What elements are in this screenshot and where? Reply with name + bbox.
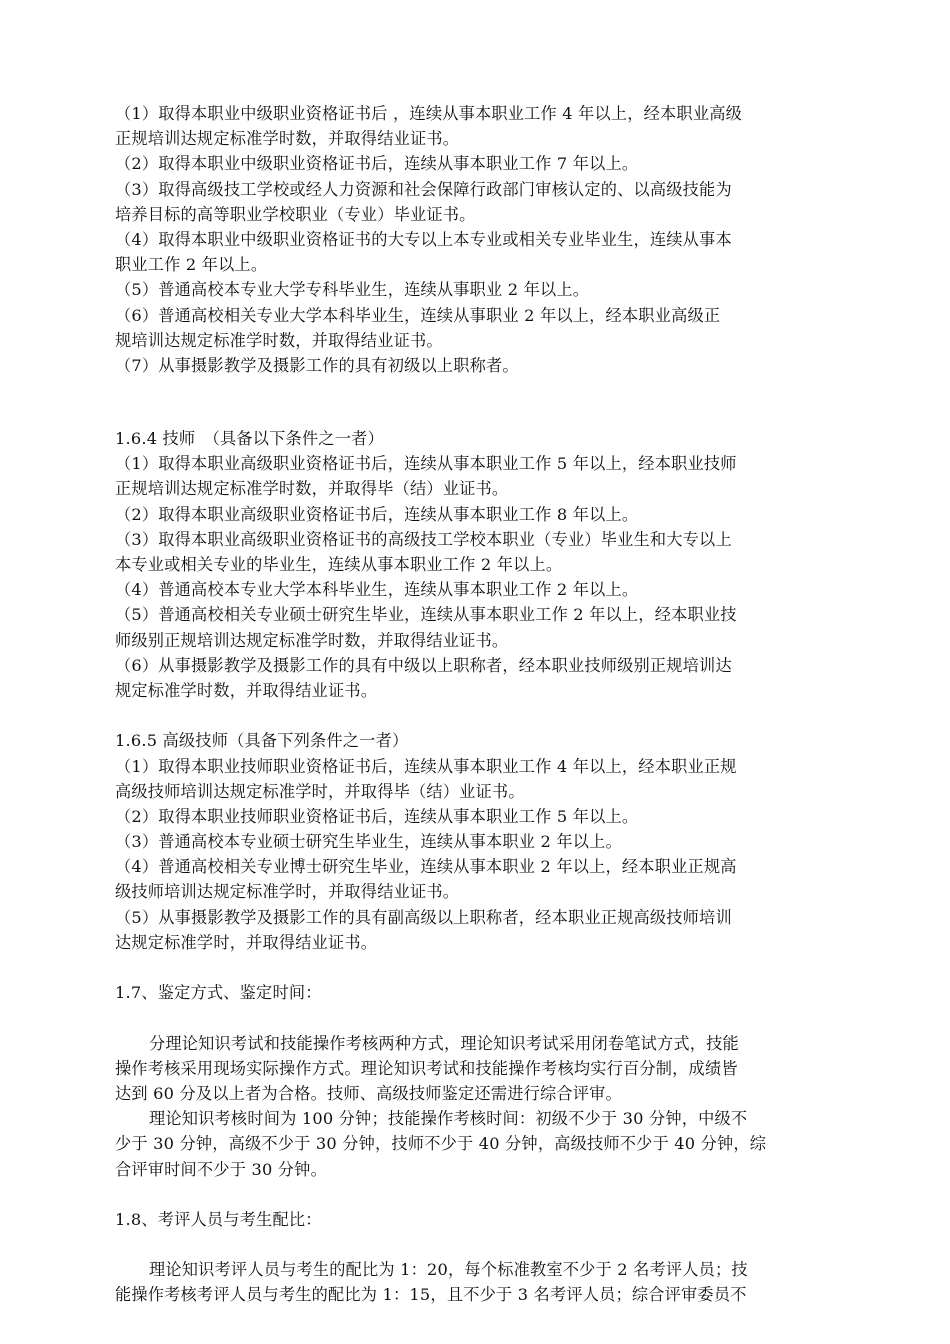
text-line: 本专业或相关专业的毕业生，连续从事本职业工作 2 年以上。 — [115, 555, 563, 574]
text-line: 高级技师培训达规定标准学时，并取得毕（结）业证书。 — [115, 781, 525, 801]
text-line: （1）取得本职业技师职业资格证书后，连续从事本职业工作 4 年以上，经本职业正规 — [115, 756, 737, 776]
intermediate-conditions-list — [115, 101, 850, 378]
text-line: （3）取得本职业高级职业资格证书的高级技工学校本职业（专业）毕业生和大专以上 — [115, 529, 732, 549]
text-line: （1）取得本职业中级职业资格证书后 ，连续从事本职业工作 4 年以上，经本职业高级 — [115, 104, 742, 123]
text-line: （4）取得本职业中级职业资格证书的大专以上本专业或相关专业毕业生，连续从事本 — [115, 229, 732, 249]
text-line: （2）取得本职业中级职业资格证书后，连续从事本职业工作 7 年以上。 — [115, 154, 639, 174]
text-line: 师级别正规培训达规定标准学时数，并取得结业证书。 — [115, 630, 509, 650]
text-line: （5）从事摄影教学及摄影工作的具有副高级以上职称者，经本职业正规高级技师培训 — [115, 907, 732, 927]
document-page — [115, 101, 850, 1308]
text-line: （5）普通高校本专业大学专科毕业生，连续从事职业 2 年以上。 — [115, 280, 590, 300]
paragraph-line: 理论知识考核时间为 100 分钟；技能操作考核时间：初级不少于 30 分钟，中级不 — [149, 1109, 748, 1129]
text-line: （7）从事摄影教学及摄影工作的具有初级以上职称者。 — [115, 355, 519, 375]
text-line: 正规培训达规定标准学时数，并取得毕（结）业证书。 — [115, 479, 509, 499]
text-line: （6）普通高校相关专业大学本科毕业生，连续从事职业 2 年以上，经本职业高级正 — [115, 305, 721, 325]
text-line: （3）取得高级技工学校或经人力资源和社会保障行政部门审核认定的、以高级技能为 — [115, 179, 732, 199]
text-line: （4）普通高校本专业大学本科毕业生，连续从事本职业工作 2 年以上。 — [115, 580, 639, 600]
text-line: 达规定标准学时，并取得结业证书。 — [115, 932, 378, 952]
text-line: 正规培训达规定标准学时数，并取得结业证书。 — [115, 129, 460, 149]
paragraph-line: 理论知识考评人员与考生的配比为 1：20，每个标准教室不少于 2 名考评人员；技 — [149, 1260, 748, 1280]
text-line: （1）取得本职业高级职业资格证书后，连续从事本职业工作 5 年以上，经本职业技师 — [115, 454, 737, 474]
paragraph-line: 分理论知识考试和技能操作考核两种方式，理论知识考试采用闭卷笔试方式，技能 — [149, 1033, 739, 1053]
appraisal-section — [115, 980, 850, 1182]
paragraph-line: 合评审时间不少于 30 分钟。 — [115, 1159, 327, 1179]
text-line: （2）取得本职业高级职业资格证书后，连续从事本职业工作 8 年以上。 — [115, 504, 639, 524]
paragraph-line: 能操作考核考评人员与考生的配比为 1：15，且不少于 3 名考评人员；综合评审委员不 — [115, 1285, 747, 1305]
section-heading: 1.6.4 技师 （具备以下条件之一者） — [115, 429, 384, 449]
text-line: （5）普通高校相关专业硕士研究生毕业，连续从事本职业工作 2 年以上，经本职业技 — [115, 605, 737, 625]
text-line: （4）普通高校相关专业博士研究生毕业，连续从事本职业 2 年以上，经本职业正规高 — [115, 857, 737, 877]
technician-section — [115, 426, 850, 703]
text-line: 规培训达规定标准学时数，并取得结业证书。 — [115, 330, 443, 350]
text-line: 培养目标的高等职业学校职业（专业）毕业证书。 — [115, 204, 476, 224]
text-line: （6）从事摄影教学及摄影工作的具有中级以上职称者，经本职业技师级别正规培训达 — [115, 655, 732, 675]
text-line: 级技师培训达规定标准学时，并取得结业证书。 — [115, 882, 460, 902]
section-heading: 1.8、考评人员与考生配比： — [115, 1209, 322, 1229]
paragraph-line: 操作考核采用现场实际操作方式。理论知识考试和技能操作考核均实行百分制，成绩皆 — [115, 1058, 738, 1078]
section-heading: 1.7、鉴定方式、鉴定时间： — [115, 983, 322, 1003]
text-line: （3）普通高校本专业硕士研究生毕业生，连续从事本职业 2 年以上。 — [115, 832, 622, 852]
text-line: （2）取得本职业技师职业资格证书后，连续从事本职业工作 5 年以上。 — [115, 806, 639, 826]
paragraph-line: 达到 60 分及以上者为合格。技师、高级技师鉴定还需进行综合评审。 — [115, 1083, 622, 1103]
section-heading: 1.6.5 高级技师（具备下列条件之一者） — [115, 731, 409, 751]
text-line: 职业工作 2 年以上。 — [115, 255, 268, 275]
ratio-section — [115, 1207, 850, 1308]
text-line: 规定标准学时数，并取得结业证书。 — [115, 680, 378, 700]
paragraph-line: 少于 30 分钟，高级不少于 30 分钟，技师不少于 40 分钟，高级技师不少于 40 分钟，综 — [115, 1134, 767, 1154]
senior-technician-section — [115, 728, 850, 955]
